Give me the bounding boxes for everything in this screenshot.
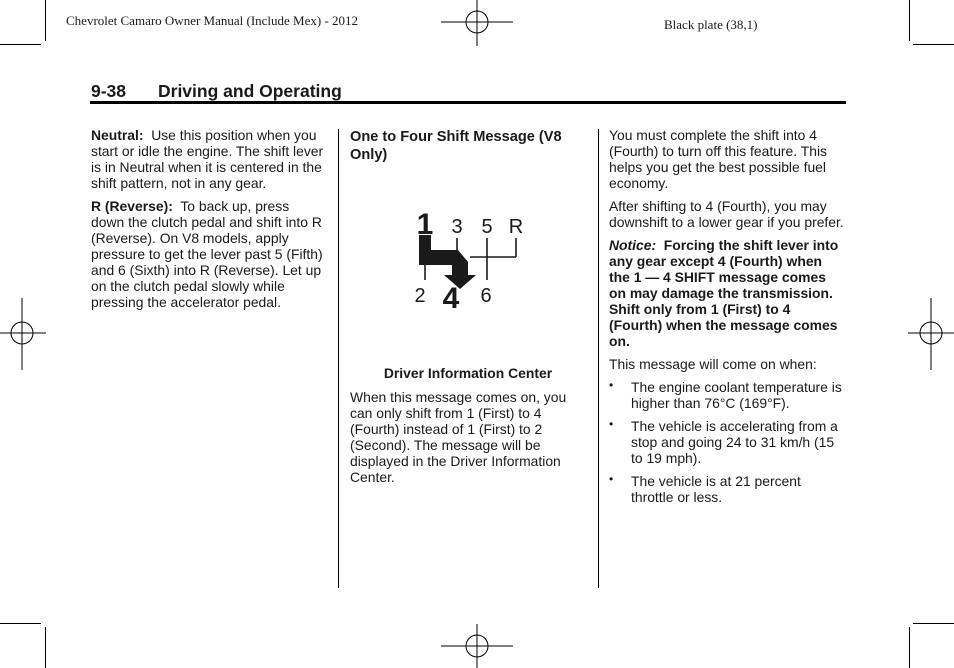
neutral-label: Neutral: bbox=[91, 127, 144, 143]
page-number: 9-38 bbox=[91, 81, 127, 101]
column-divider-2 bbox=[598, 129, 599, 588]
gear-5: 5 bbox=[481, 216, 493, 238]
column-1 bbox=[91, 127, 326, 317]
list-item: • The vehicle is at 21 percent throttle or less. bbox=[609, 473, 846, 505]
crop-mark-tr-v bbox=[909, 0, 910, 41]
document-title: Chevrolet Camaro Owner Manual (Include Mex) - 2012 bbox=[66, 13, 359, 28]
reverse-label: R (Reverse): bbox=[91, 198, 173, 214]
crop-mark-tr-h bbox=[913, 44, 954, 45]
neutral-paragraph bbox=[91, 127, 326, 191]
downshift-paragraph: After shifting to 4 (Fourth), you may downshift to a lower gear if you prefer. bbox=[609, 198, 844, 230]
registration-mark-left bbox=[0, 296, 46, 372]
crop-mark-tl-v bbox=[45, 0, 46, 41]
shift-paragraph: You must complete the shift into 4 (Fourth) to turn off this feature. This helps you get the best possible fuel economy. bbox=[609, 127, 827, 191]
reverse-paragraph bbox=[91, 198, 326, 310]
registration-mark-right bbox=[908, 296, 954, 372]
neutral-text: Use this position when you start or idle the engine. The shift lever is in Neutral when it is centered in the shift pattern, not in any gear. bbox=[91, 127, 324, 191]
shift-pattern-diagram bbox=[400, 205, 540, 315]
column-2-lower bbox=[350, 365, 586, 492]
gear-4: 4 bbox=[442, 282, 460, 315]
crop-mark-bl-h bbox=[0, 623, 41, 624]
crop-mark-br-h bbox=[913, 623, 954, 624]
figure-caption: Driver Information Center bbox=[383, 365, 553, 381]
crop-mark-bl-v bbox=[45, 627, 46, 668]
notice-label: Notice: bbox=[609, 237, 657, 253]
gear-1: 1 bbox=[416, 208, 434, 241]
registration-mark-bottom bbox=[437, 624, 517, 668]
conditions-intro: This message will come on when: bbox=[609, 356, 817, 372]
registration-mark-top bbox=[437, 0, 517, 46]
plate-label: Black plate (38,1) bbox=[664, 17, 758, 32]
gear-2: 2 bbox=[414, 285, 426, 307]
crop-mark-tl-h bbox=[0, 44, 41, 45]
crop-mark-br-v bbox=[909, 627, 910, 668]
section-rule bbox=[90, 101, 846, 104]
notice-text: Forcing the shift lever into any gear except 4 (Fourth) when the 1 — 4 SHIFT message comes on may damage the transmission. Shift only from 1 (First) to 4 (Fourth) when the message comes on. bbox=[609, 237, 839, 349]
conditions-list bbox=[609, 379, 846, 505]
column-2 bbox=[350, 128, 586, 164]
list-item: • The vehicle is accelerating from a stop and going 24 to 31 km/h (15 to 19 mph). bbox=[609, 418, 846, 466]
subsection-heading: One to Four Shift Message (V8 Only) bbox=[350, 129, 562, 163]
gear-r: R bbox=[508, 216, 524, 238]
notice-paragraph bbox=[609, 237, 846, 349]
gear-6: 6 bbox=[480, 285, 492, 307]
list-item: • The engine coolant temperature is higher than 76°C (169°F). bbox=[609, 379, 846, 411]
column-divider-1 bbox=[338, 129, 339, 588]
reverse-text: To back up, press down the clutch pedal and shift into R (Reverse). On V8 models, apply pressure to get the lever past 5 (Fifth) and 6 (Sixth) into R (Reverse). Let up on the clutch pedal slowly while pressing the accelerator pedal. bbox=[91, 198, 323, 310]
section-title: Driving and Operating bbox=[158, 81, 342, 101]
column-3 bbox=[609, 127, 846, 512]
gear-3: 3 bbox=[451, 216, 463, 238]
message-paragraph: When this message comes on, you can only shift from 1 (First) to 4 (Fourth) instead of 1 (First) to 2 (Second). The message will be displayed in the Driver Information Center. bbox=[350, 389, 567, 485]
